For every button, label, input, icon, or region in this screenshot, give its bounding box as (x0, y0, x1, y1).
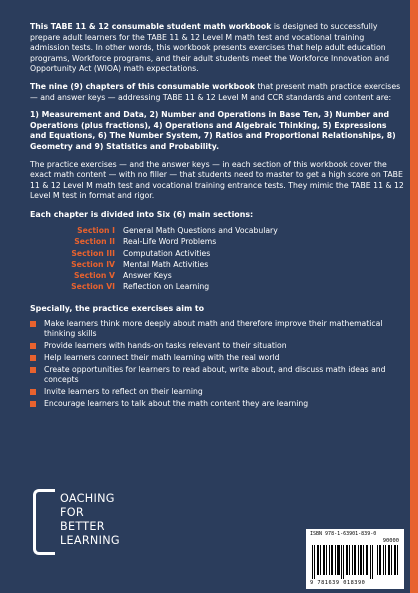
section-row (55, 236, 405, 247)
bracket-c-icon (33, 489, 55, 555)
section-name: Answer Keys (123, 271, 172, 281)
section-name: General Math Questions and Vocabulary (123, 225, 278, 235)
section-row (55, 281, 405, 292)
section-row (55, 248, 405, 259)
logo-text (60, 492, 120, 548)
section-row (55, 225, 405, 236)
back-cover-text (30, 22, 405, 411)
isbn-number: ISBN 978-1-63901-839-0 (310, 531, 377, 537)
square-bullet-icon (30, 389, 36, 395)
barcode-bars-icon (312, 545, 374, 579)
section-number: Section IV (71, 259, 115, 269)
section-number: Section III (71, 248, 115, 258)
square-bullet-icon (30, 343, 36, 349)
aim-text: Help learners connect their math learning with the real world (44, 352, 280, 362)
aims-heading: Specially, the practice exercises aim to (30, 303, 205, 313)
ean-number: 9 781639 018390 (310, 580, 366, 586)
aim-item (30, 365, 405, 385)
section-number: Section I (77, 225, 115, 235)
aim-item (30, 399, 405, 409)
logo-line: BETTER (60, 520, 105, 533)
logo-line: FOR (60, 506, 84, 519)
chapters-intro-text: that present math practice exercises — and answer keys — addressing TABE 11 & 12 Level M and CCR standards and content are: (30, 81, 401, 102)
intro-text: is designed to successfully prepare adult learners for the TABE 11 & 12 Level M math test and vocational training admission tests. In other words, this workbook presents exercises that help adult education programs, Workforce programs, and their adult students meet the Workforce Innovation and Opportunity Act (WIOA) math expectations. (30, 22, 390, 74)
section-number: Section II (74, 237, 115, 247)
aim-text: Provide learners with hands-on tasks relevant to their situation (44, 340, 287, 350)
chapters-intro-bold-phrase: The nine (9) chapters of this consumable workbook (30, 81, 255, 91)
aim-item (30, 387, 405, 397)
aim-item (30, 353, 405, 363)
intro-bold-phrase: This TABE 11 & 12 consumable student math workbook (30, 22, 272, 31)
section-name: Reflection on Learning (123, 282, 210, 292)
section-name: Mental Math Activities (123, 259, 209, 269)
section-number: Section VI (71, 282, 115, 292)
aim-text: Create opportunities for learners to read about, write about, and discuss math ideas and concepts (44, 365, 386, 385)
sections-heading: Each chapter is divided into Six (6) main sections: (30, 209, 254, 219)
square-bullet-icon (30, 401, 36, 407)
chapters-list: 1) Measurement and Data, 2) Number and Operations in Base Ten, 3) Number and Operations (plus fractions), 4) Operations and Algebraic Thinking, 5) Expressions and Equations, 6) The Number System, 7) Ratios and Proportional Relationships, 8) Geometry and 9) Statistics and Probability. (30, 110, 396, 151)
price-barcode-icon (377, 545, 399, 575)
isbn-barcode (306, 529, 404, 589)
section-row (55, 270, 405, 281)
square-bullet-icon (30, 321, 36, 327)
aim-text: Make learners think more deeply about math and therefore improve their mathematical thinking skills (44, 318, 383, 338)
square-bullet-icon (30, 367, 36, 373)
sections-list (55, 225, 405, 293)
publisher-logo (33, 489, 143, 557)
aim-item (30, 319, 405, 339)
section-name: Computation Activities (123, 248, 211, 258)
square-bullet-icon (30, 355, 36, 361)
chapters-intro-paragraph (30, 82, 405, 103)
aims-list (30, 319, 405, 410)
section-row (55, 259, 405, 270)
aim-text: Invite learners to reflect on their learning (44, 387, 203, 397)
section-number: Section V (74, 271, 115, 281)
intro-paragraph (30, 22, 405, 75)
logo-line: OACHING (60, 492, 115, 505)
logo-line: LEARNING (60, 534, 120, 547)
section-name: Real-Life Word Problems (123, 237, 217, 247)
aim-text: Encourage learners to talk about the math content they are learning (44, 399, 309, 409)
aim-item (30, 341, 405, 351)
practice-paragraph: The practice exercises — and the answer keys — in each section of this workbook cover the exact math content — with no filler — that students need to master to get a high score on TABE 11 & 12 Level M math test and vocational training entrance tests. They mimic the TABE 11 & 12 Level M test in format and rigor. (30, 159, 404, 201)
price-code: 90000 (382, 538, 399, 544)
orange-spine-stripe (410, 0, 418, 593)
